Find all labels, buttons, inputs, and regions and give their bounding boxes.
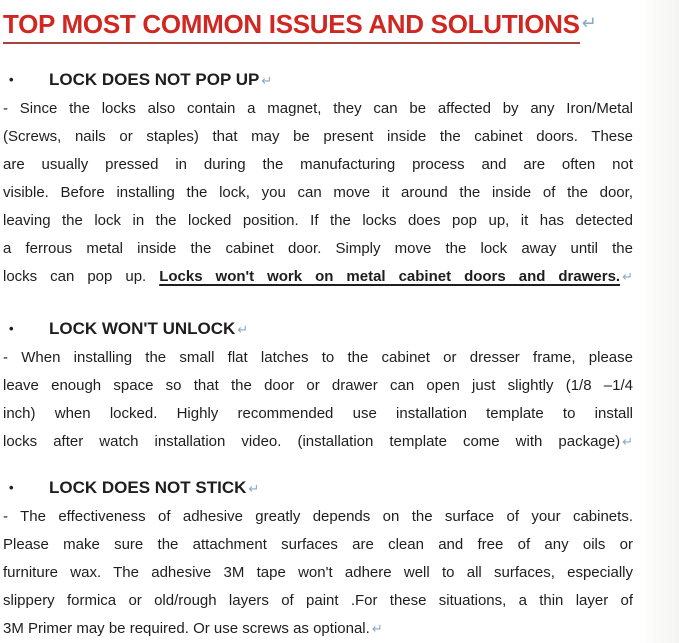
paragraph-line: slippery formica or old/rough layers of paint .For these situations, a thin layer of [3, 592, 633, 609]
paragraph-line: - When installing the small flat latches to the cabinet or dresser frame, please [3, 349, 633, 366]
section-lock-wont-unlock [3, 315, 639, 456]
issue-heading [3, 474, 639, 503]
paragraph-line [3, 615, 633, 643]
issue-paragraph [3, 503, 633, 643]
paragraph-line-text: locks can pop up. [3, 268, 160, 285]
paragraph-line: are usually pressed in during the manufacturing process and are often not [3, 156, 633, 173]
page-title-text: TOP MOST COMMON ISSUES AND SOLUTIONS [3, 7, 580, 44]
return-mark-icon: ↵ [248, 481, 260, 496]
issue-heading [3, 315, 639, 344]
return-mark-icon: ↵ [261, 73, 273, 88]
paragraph-line: visible. Before installing the lock, you can move it around the inside of the door, [3, 184, 633, 201]
paragraph-line: leave enough space so that the door or drawer can open just slightly (1/8 –1/4 [3, 377, 633, 394]
paragraph-line: - The effectiveness of adhesive greatly depends on the surface of your cabinets. [3, 508, 633, 525]
emphasized-warning-text: Locks won't work on metal cabinet doors and drawers. [159, 268, 621, 285]
bullet-icon: • [9, 480, 14, 495]
issue-paragraph [3, 95, 633, 291]
section-lock-does-not-pop-up [3, 66, 639, 291]
page-title [3, 6, 639, 44]
return-mark-icon: ↵ [581, 13, 597, 33]
return-mark-icon: ↵ [622, 434, 633, 449]
return-mark-icon: ↵ [622, 269, 633, 284]
return-mark-icon: ↵ [371, 621, 383, 636]
paragraph-line-text: locks after watch installation video. (installation template come with package) [3, 433, 621, 450]
issue-heading-text: LOCK WON'T UNLOCK [49, 319, 236, 338]
paragraph-line: - Since the locks also contain a magnet, they can be affected by any Iron/Metal [3, 100, 633, 117]
issue-heading [3, 66, 639, 95]
paragraph-line: furniture wax. The adhesive 3M tape won't adhere well to all surfaces, especially [3, 564, 633, 581]
paragraph-line [3, 263, 633, 291]
paragraph-line: Please make sure the attachment surfaces are clean and free of any oils or [3, 536, 633, 553]
issue-heading-text: LOCK DOES NOT STICK [49, 478, 247, 497]
issue-heading-text: LOCK DOES NOT POP UP [49, 70, 260, 89]
bullet-icon: • [9, 321, 14, 336]
paragraph-line: (Screws, nails or staples) that may be present inside the cabinet doors. These [3, 128, 633, 145]
issue-paragraph [3, 344, 633, 456]
return-mark-icon: ↵ [237, 322, 249, 337]
bullet-icon: • [9, 72, 14, 87]
paragraph-line: leaving the lock in the locked position. If the locks does pop up, it has detected [3, 212, 633, 229]
paragraph-line: a ferrous metal inside the cabinet door. Simply move the lock away until the [3, 240, 633, 257]
paragraph-line [3, 428, 633, 456]
paragraph-line-text: 3M Primer may be required. Or use screws as optional. [3, 620, 370, 637]
section-lock-does-not-stick [3, 474, 639, 643]
paragraph-line: inch) when locked. Highly recommended use installation template to install [3, 405, 633, 422]
